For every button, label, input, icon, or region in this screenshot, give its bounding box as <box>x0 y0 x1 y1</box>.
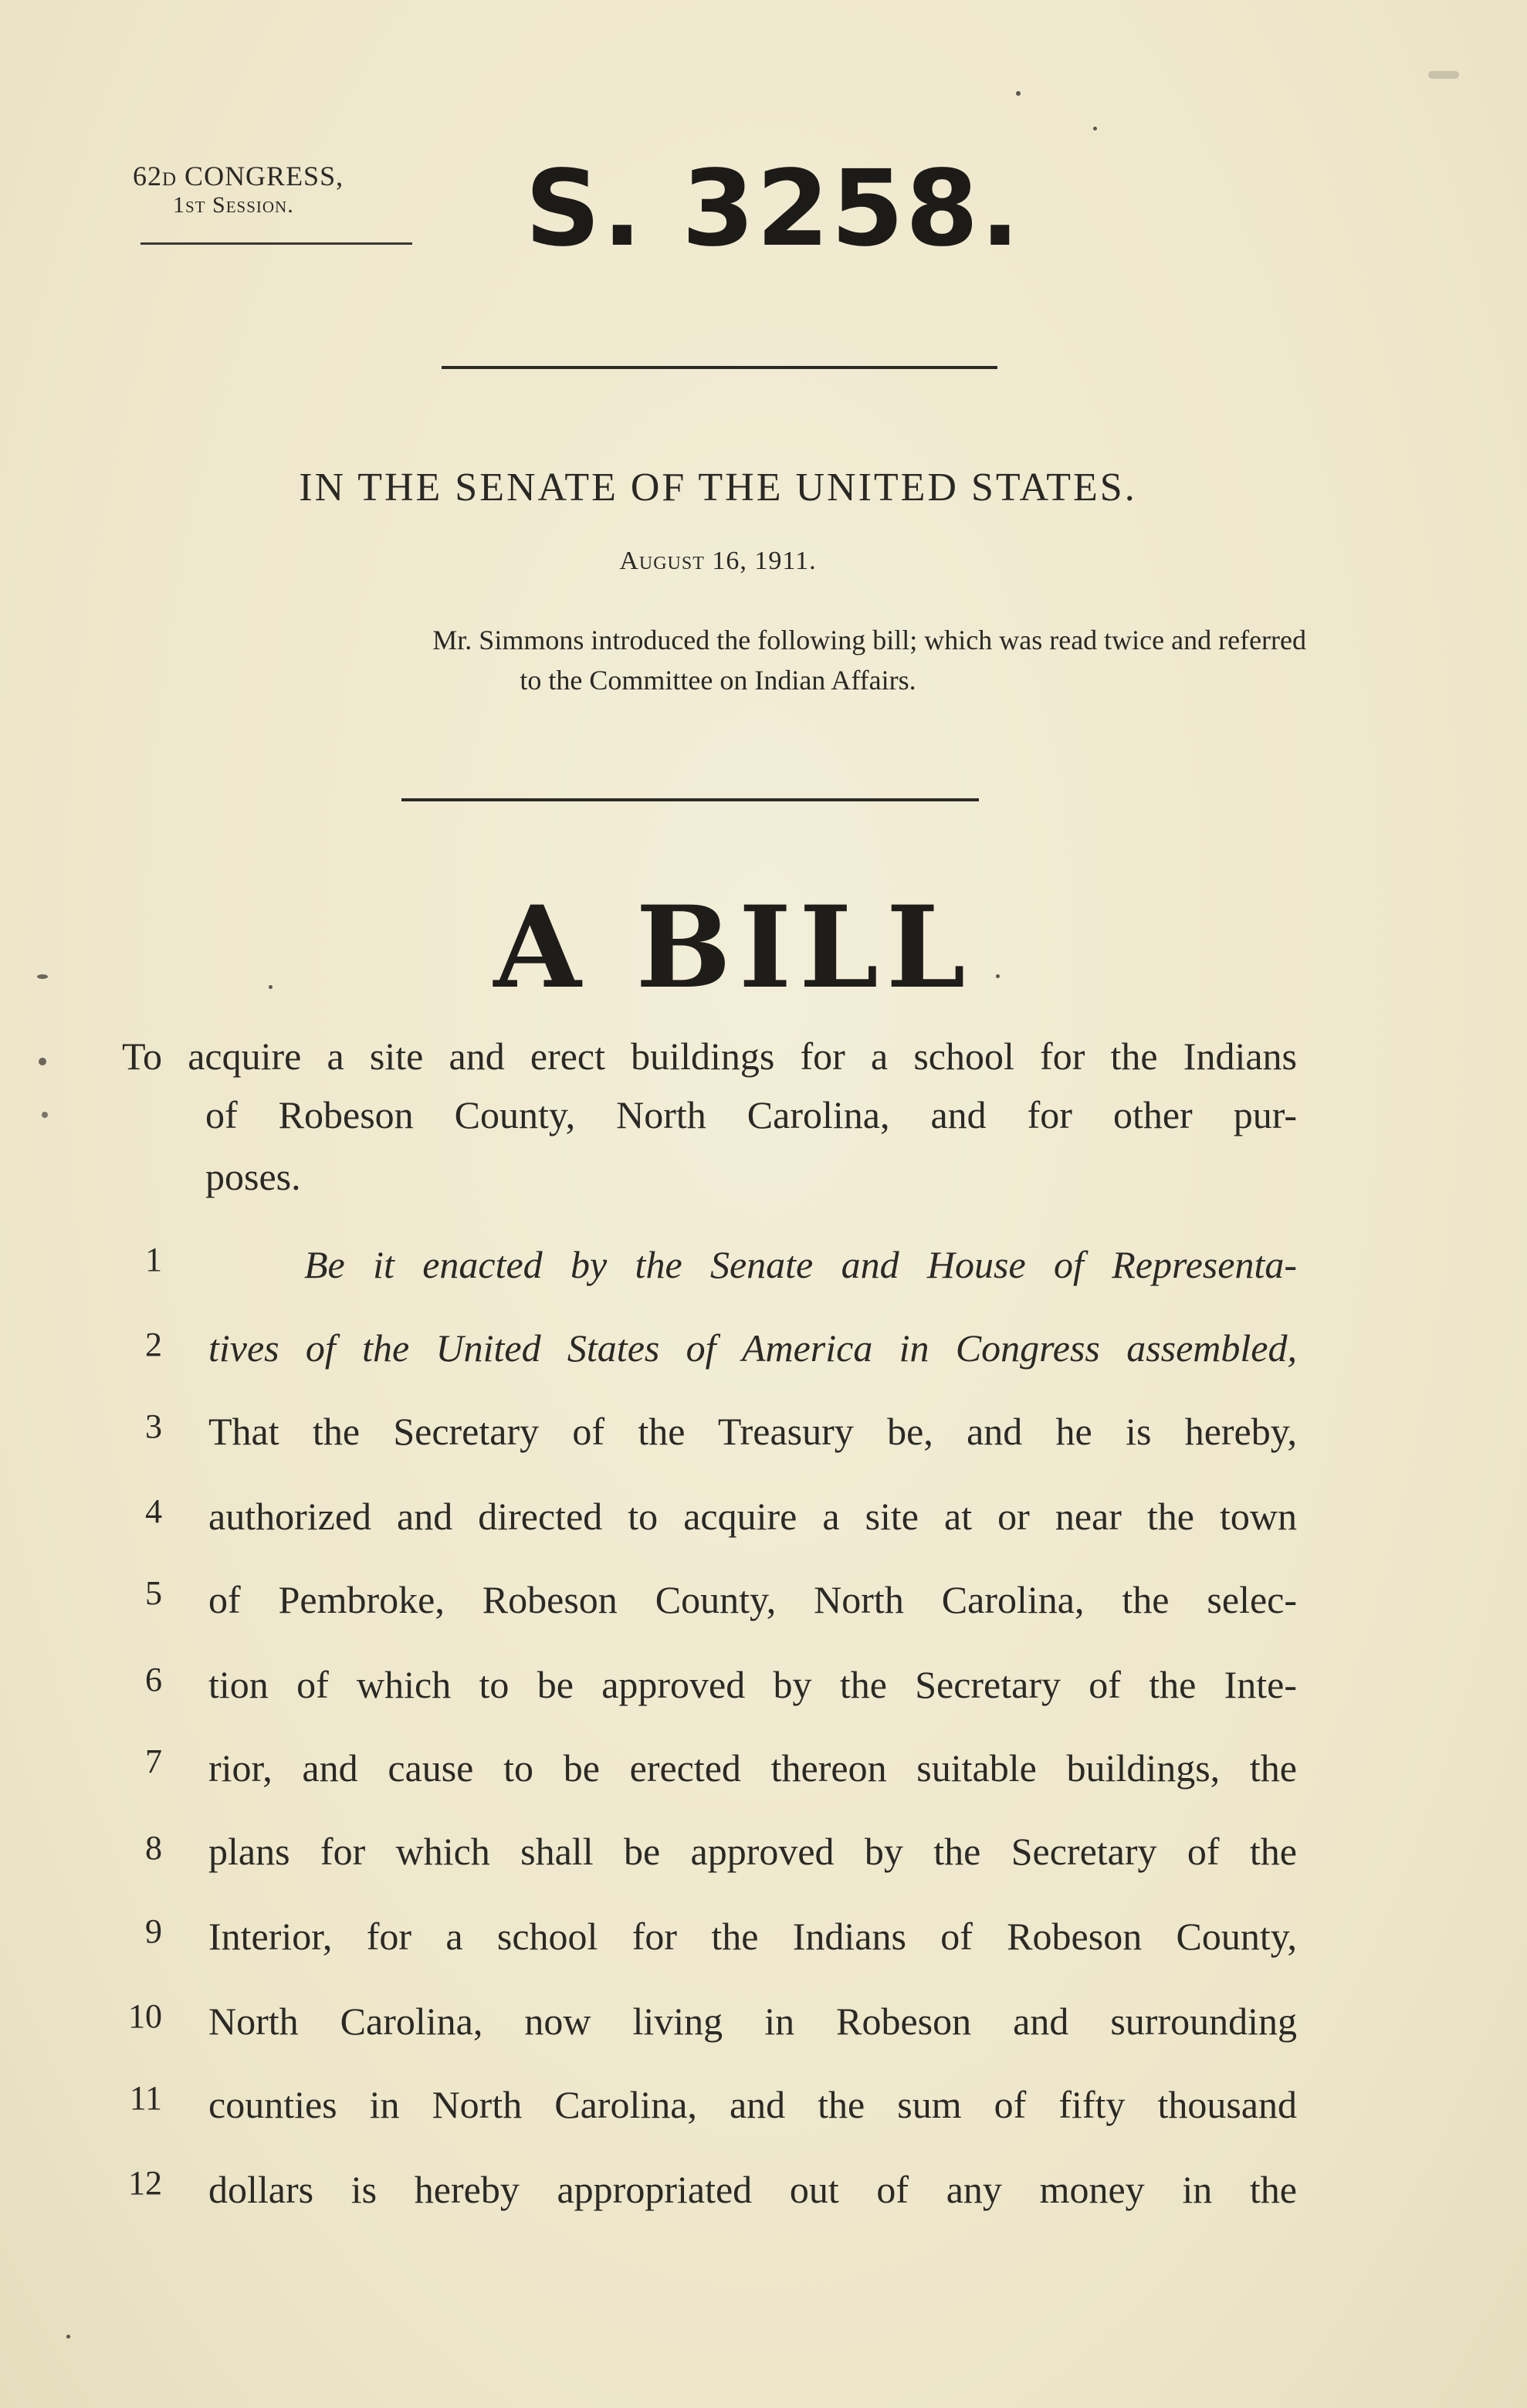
body-line-text: dollars is hereby appropriated out of any money in the <box>208 2168 1297 2211</box>
introduction-line-2: to the Committee on Indian Affairs. <box>520 665 916 696</box>
body-line-text: plans for which shall be approved by the Secretary of the <box>208 1830 1297 1873</box>
body-line-text: of Pembroke, Robeson County, North Carolina, the selec- <box>208 1578 1297 1621</box>
bill-title-line-2: of Robeson County, North Carolina, and for other pur- <box>205 1093 1297 1136</box>
line-number: 3 <box>145 1407 162 1445</box>
introduction-line-1: Mr. Simmons introduced the following bill; which was read twice and referred <box>432 625 1306 655</box>
line-number: 2 <box>145 1326 162 1363</box>
bill-number: S. 3258. <box>525 148 1022 270</box>
top-divider <box>442 366 997 369</box>
line-number: 10 <box>128 1997 162 2035</box>
bill-date: August 16, 1911. <box>619 547 817 575</box>
paper-speck <box>1016 91 1021 96</box>
line-number: 11 <box>129 2079 162 2117</box>
line-number: 7 <box>145 1742 162 1780</box>
body-line-text: tives of the United States of America in Congress assembled, <box>208 1326 1297 1370</box>
paper-smudge <box>42 1112 48 1118</box>
congress-label: 62d CONGRESS, <box>133 161 344 191</box>
body-line-text: counties in North Carolina, and the sum of fifty thousand <box>208 2083 1297 2126</box>
paper-speck <box>996 974 1000 978</box>
line-number: 6 <box>145 1661 162 1698</box>
line-number: 1 <box>145 1241 162 1279</box>
line-number: 8 <box>145 1829 162 1867</box>
body-line-text: authorized and directed to acquire a site at or near the town <box>208 1495 1297 1538</box>
paper-speck <box>1093 127 1097 130</box>
paper-speck <box>269 985 273 989</box>
body-line-text: Be it enacted by the Senate and House of Representa- <box>304 1243 1297 1286</box>
congress-underline <box>141 242 412 245</box>
line-number: 12 <box>128 2164 162 2202</box>
line-number: 9 <box>145 1912 162 1950</box>
session-label: 1st Session. <box>173 192 294 218</box>
paper-smudge <box>1428 71 1459 79</box>
congress-session-block <box>133 161 420 219</box>
body-line-text: That the Secretary of the Treasury be, and he is hereby, <box>208 1410 1297 1453</box>
bill-title-line-1: To acquire a site and erect buildings for a school for the Indians <box>122 1035 1297 1078</box>
body-line-text: North Carolina, now living in Robeson and surrounding <box>208 2000 1297 2043</box>
middle-divider <box>401 798 979 801</box>
paper-smudge <box>37 974 48 979</box>
paper-speck <box>66 2335 70 2339</box>
line-number: 4 <box>145 1492 162 1530</box>
body-line-text: Interior, for a school for the Indians of Robeson County, <box>208 1915 1297 1958</box>
body-line-text: rior, and cause to be erected thereon suitable buildings, the <box>208 1746 1297 1790</box>
bill-heading: A BILL <box>493 882 973 1014</box>
line-number: 5 <box>145 1574 162 1612</box>
paper-smudge <box>39 1058 46 1065</box>
senate-heading: IN THE SENATE OF THE UNITED STATES. <box>299 466 1137 510</box>
body-line-text: tion of which to be approved by the Secretary of the Inte- <box>208 1663 1297 1706</box>
bill-title-line-3: poses. <box>205 1155 301 1198</box>
